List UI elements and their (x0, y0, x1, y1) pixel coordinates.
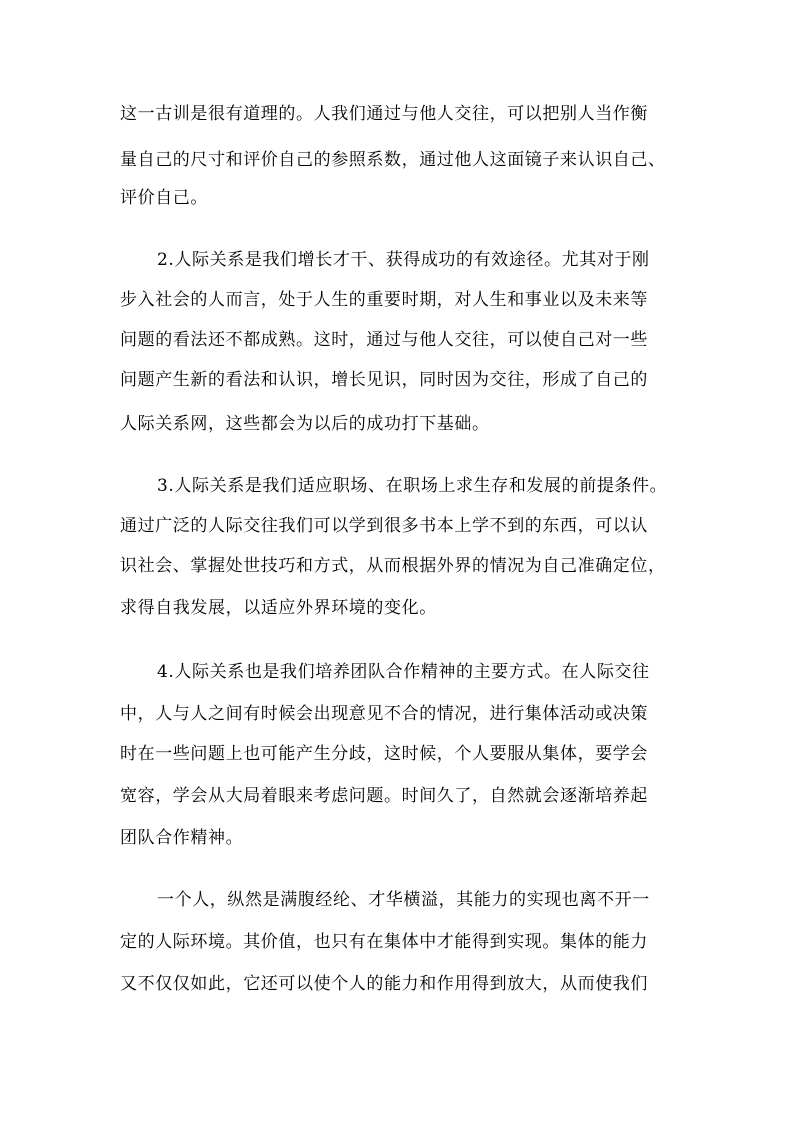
text-line: 步入社会的人而言，处于人生的重要时期，对人生和事业以及未来等 (120, 290, 648, 310)
text-line: 又不仅仅如此，它还可以使个人的能力和作用得到放大，从而使我们 (120, 974, 648, 994)
text-line: 识社会、掌握处世技巧和方式，从而根据外界的情况为自己准确定位， (120, 556, 666, 576)
text-line: 3.人际关系是我们适应职场、在职场上求生存和发展的前提条件。 (157, 476, 668, 496)
text-line: 量自己的尺寸和评价自己的参照系数，通过他人这面镜子来认识自己、 (120, 150, 666, 170)
text-line: 这一古训是很有道理的。人我们通过与他人交往，可以把别人当作衡 (120, 104, 648, 124)
text-line: 中，人与人之间有时候会出现意见不合的情况，进行集体活动或决策 (120, 704, 648, 724)
text-line: 一个人，纵然是满腹经纶、才华横溢，其能力的实现也离不开一 (157, 890, 650, 910)
text-line: 人际关系网，这些都会为以后的成功打下基础。 (120, 414, 490, 434)
text-line: 2.人际关系是我们增长才干、获得成功的有效途径。尤其对于刚 (157, 250, 650, 270)
text-line: 4.人际关系也是我们培养团队合作精神的主要方式。在人际交往 (157, 662, 650, 682)
text-line: 团队合作精神。 (120, 828, 244, 848)
text-line: 评价自己。 (120, 188, 208, 208)
text-line: 通过广泛的人际交往我们可以学到很多书本上学不到的东西，可以认 (120, 516, 648, 536)
text-line: 问题的看法还不都成熟。这时，通过与他人交往，可以使自己对一些 (120, 330, 648, 350)
text-line: 定的人际环境。其价值，也只有在集体中才能得到实现。集体的能力 (120, 932, 648, 952)
text-line: 求得自我发展，以适应外界环境的变化。 (120, 598, 437, 618)
text-line: 时在一些问题上也可能产生分歧，这时候，个人要服从集体，要学会 (120, 744, 648, 764)
text-line: 问题产生新的看法和认识，增长见识，同时因为交往，形成了自己的 (120, 370, 648, 390)
text-line: 宽容，学会从大局着眼来考虑问题。时间久了，自然就会逐渐培养起 (120, 786, 648, 806)
